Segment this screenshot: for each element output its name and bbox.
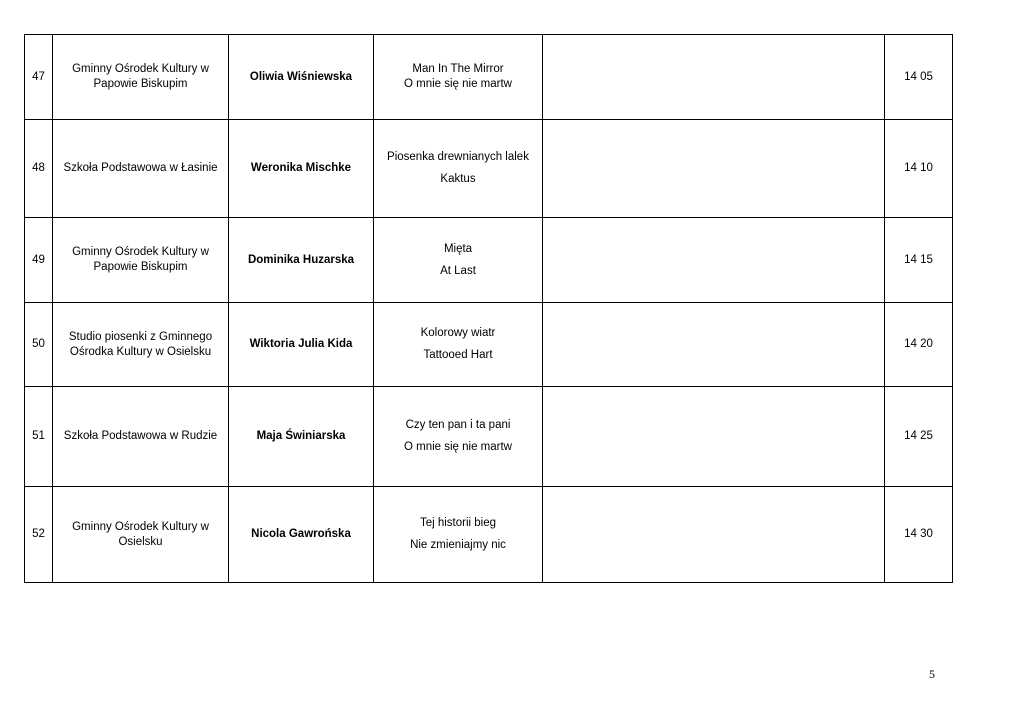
song-title: Tattooed Hart xyxy=(423,349,493,361)
performer-name: Maja Świniarska xyxy=(229,387,374,487)
performance-time: 14 15 xyxy=(885,218,953,303)
songs-cell xyxy=(374,387,543,487)
school-name: Szkoła Podstawowa w Łasinie xyxy=(53,120,229,218)
notes-cell xyxy=(543,120,885,218)
performance-time: 14 05 xyxy=(885,35,953,120)
songs-cell xyxy=(374,487,543,583)
notes-cell xyxy=(543,35,885,120)
song-title: Kaktus xyxy=(440,173,476,185)
song-title: Tej historii bieg xyxy=(419,517,497,529)
school-name: Gminny Ośrodek Kultury w Osielsku xyxy=(53,487,229,583)
performer-name: Dominika Huzarska xyxy=(229,218,374,303)
performance-time: 14 20 xyxy=(885,303,953,387)
schedule-table xyxy=(24,34,953,583)
table-row xyxy=(25,218,953,303)
song-title: At Last xyxy=(440,264,476,277)
performer-name: Wiktoria Julia Kida xyxy=(229,303,374,387)
songs-cell xyxy=(374,218,543,303)
song-title: O mnie się nie martw xyxy=(403,78,512,90)
performance-time: 14 25 xyxy=(885,387,953,487)
school-name: Gminny Ośrodek Kultury w Papowie Biskupim xyxy=(53,218,229,303)
song-title: Mięta xyxy=(443,242,473,255)
performance-time: 14 30 xyxy=(885,487,953,583)
notes-cell xyxy=(543,303,885,387)
entry-number: 51 xyxy=(25,387,53,487)
performance-time: 14 10 xyxy=(885,120,953,218)
entry-number: 49 xyxy=(25,218,53,303)
song-title: Kolorowy wiatr xyxy=(420,327,496,339)
page-number: 5 xyxy=(929,667,935,681)
table-row xyxy=(25,487,953,583)
entry-number: 52 xyxy=(25,487,53,583)
songs-cell xyxy=(374,35,543,120)
table-row xyxy=(25,303,953,387)
song-title: Piosenka drewnianych lalek xyxy=(387,151,529,163)
entry-number: 50 xyxy=(25,303,53,387)
songs-cell xyxy=(374,120,543,218)
notes-cell xyxy=(543,487,885,583)
notes-cell xyxy=(543,218,885,303)
school-name: Gminny Ośrodek Kultury w Papowie Biskupim xyxy=(53,35,229,120)
table-row xyxy=(25,387,953,487)
entry-number: 48 xyxy=(25,120,53,218)
songs-cell xyxy=(374,303,543,387)
song-title: O mnie się nie martw xyxy=(403,441,512,453)
school-name: Studio piosenki z Gminnego Ośrodka Kultury w Osielsku xyxy=(53,303,229,387)
table-row xyxy=(25,35,953,120)
performer-name: Weronika Mischke xyxy=(229,120,374,218)
song-title: Czy ten pan i ta pani xyxy=(405,419,511,431)
table-row xyxy=(25,120,953,218)
school-name: Szkoła Podstawowa w Rudzie xyxy=(53,387,229,487)
song-title: Nie zmieniajmy nic xyxy=(410,539,506,551)
notes-cell xyxy=(543,387,885,487)
song-title: Man In The Mirror xyxy=(412,63,504,75)
entry-number: 47 xyxy=(25,35,53,120)
performer-name: Oliwia Wiśniewska xyxy=(229,35,374,120)
performer-name: Nicola Gawrońska xyxy=(229,487,374,583)
